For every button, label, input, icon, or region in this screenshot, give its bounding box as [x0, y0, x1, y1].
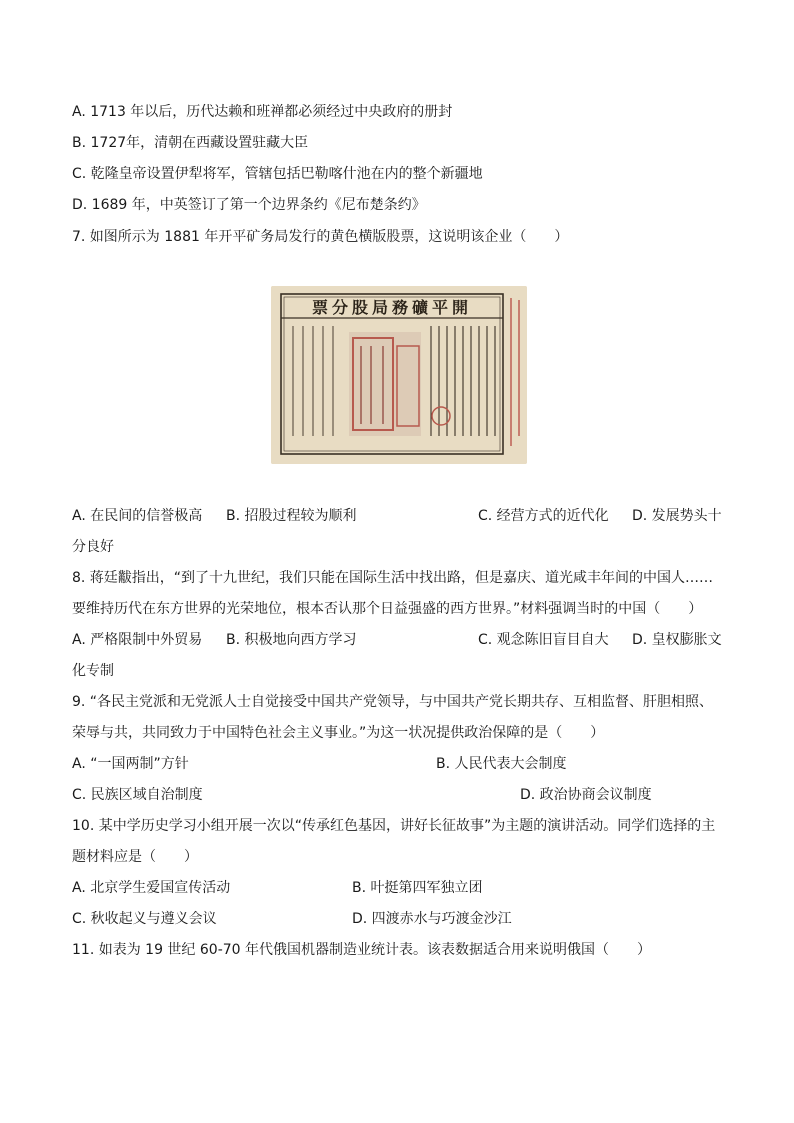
q8-option-b: B. 积极地向西方学习	[226, 632, 357, 648]
q9-stem-line1: 9. “各民主党派和无党派人士自觉接受中国共产党领导，与中国共产党长期共存、互相监督、肝胆相照、	[72, 694, 714, 710]
q8-option-c: C. 观念陈旧盲目自大	[478, 632, 609, 648]
q10-option-c: C. 秋收起义与遵义会议	[72, 911, 217, 927]
q7-option-a: A. 在民间的信誉极高	[72, 508, 203, 524]
q11-stem: 11. 如表为 19 世纪 60-70 年代俄国机器制造业统计表。该表数据适合用来说明俄国（ ）	[72, 942, 652, 958]
q6-option-a: A. 1713 年以后，历代达赖和班禅都必须经过中央政府的册封	[72, 104, 453, 120]
q10-option-d: D. 四渡赤水与巧渡金沙江	[352, 911, 512, 927]
q9-option-a: A. “一国两制”方针	[72, 756, 189, 772]
q7-stem: 7. 如图所示为 1881 年开平矿务局发行的黄色横版股票，这说明该企业（ ）	[72, 229, 569, 245]
q7-option-c: C. 经营方式的近代化	[478, 508, 609, 524]
q8-option-d-continued: 化专制	[72, 663, 114, 679]
q7-option-d-continued: 分良好	[72, 539, 114, 555]
q10-stem-line1: 10. 某中学历史学习小组开展一次以“传承红色基因，讲好长征故事”为主题的演讲活动。同学们选择的主	[72, 818, 716, 834]
q9-option-b: B. 人民代表大会制度	[436, 756, 567, 772]
q9-stem-line2: 荣辱与共，共同致力于中国特色社会主义事业。”为这一状况提供政治保障的是（ ）	[72, 725, 605, 741]
q8-option-a: A. 严格限制中外贸易	[72, 632, 203, 648]
q9-option-d: D. 政治协商会议制度	[520, 787, 652, 803]
certificate-header: 票分股局務礦平開	[311, 298, 473, 317]
q6-option-d: D. 1689 年，中英签订了第一个边界条约《尼布楚条约》	[72, 197, 426, 213]
q7-option-d: D. 发展势头十	[632, 508, 722, 524]
q7-option-b: B. 招股过程较为顺利	[226, 508, 357, 524]
q9-option-c: C. 民族区域自治制度	[72, 787, 203, 803]
q8-stem-line1: 8. 蒋廷黻指出，“到了十九世纪，我们只能在国际生活中找出路，但是嘉庆、道光咸丰年间的中国人……	[72, 570, 714, 586]
q8-stem-line2: 要维持历代在东方世界的光荣地位，根本否认那个日益强盛的西方世界。”材料强调当时的中国（ ）	[72, 601, 703, 617]
q10-option-b: B. 叶挺第四军独立团	[352, 880, 483, 896]
q8-option-d: D. 皇权膨胀文	[632, 632, 722, 648]
q10-option-a: A. 北京学生爱国宣传活动	[72, 880, 231, 896]
stock-certificate-image	[271, 286, 527, 464]
q6-option-b: B. 1727年，清朝在西藏设置驻藏大臣	[72, 135, 309, 151]
q10-stem-line2: 题材料应是（ ）	[72, 849, 198, 865]
q6-option-c: C. 乾隆皇帝设置伊犁将军，管辖包括巴勒喀什池在内的整个新疆地	[72, 166, 483, 182]
